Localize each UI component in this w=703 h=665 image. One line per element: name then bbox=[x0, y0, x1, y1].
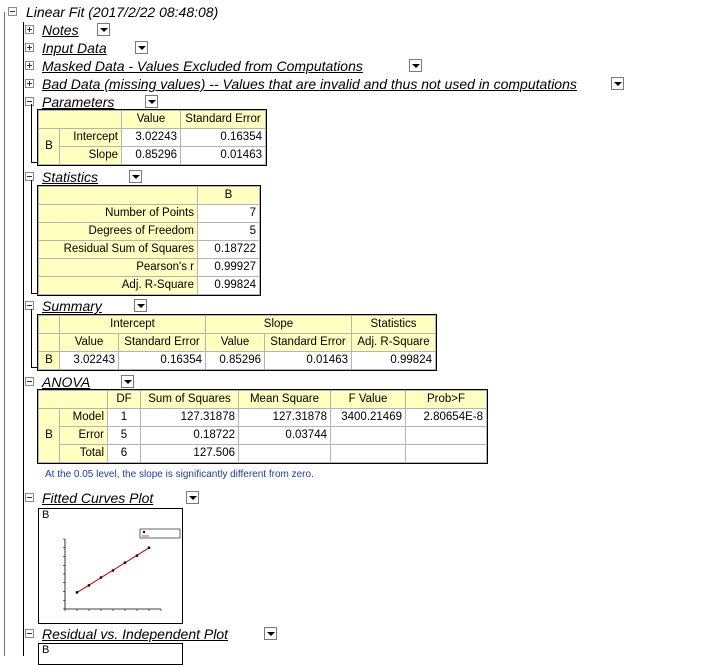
data-point bbox=[148, 547, 150, 549]
summary-subheader: Standard Error bbox=[119, 334, 206, 352]
summary-cell[interactable]: 0.85296 bbox=[206, 352, 265, 370]
summary-subheader: Standard Error bbox=[265, 334, 352, 352]
data-point bbox=[88, 584, 90, 586]
collapse-parameters-icon[interactable] bbox=[25, 97, 34, 106]
anova-row-label: Error bbox=[60, 427, 108, 445]
statistics-header: B bbox=[198, 187, 260, 205]
anova-cell[interactable]: 127.31878 bbox=[239, 409, 331, 427]
parameters-group-label: B bbox=[39, 129, 60, 165]
section-notes[interactable]: Notes bbox=[42, 22, 79, 38]
anova-group-label: B bbox=[39, 409, 60, 463]
anova-corner-cell bbox=[39, 391, 108, 409]
data-point bbox=[124, 561, 126, 563]
summary-cell[interactable]: 0.01463 bbox=[265, 352, 352, 370]
section-fitted-curves-plot[interactable]: Fitted Curves Plot bbox=[42, 490, 154, 506]
summary-subheader: Value bbox=[206, 334, 265, 352]
tree-root-line bbox=[4, 12, 5, 656]
anova-cell[interactable]: 1 bbox=[108, 409, 141, 427]
anova-header: Prob>F bbox=[406, 391, 487, 409]
summary-corner-cell bbox=[39, 316, 60, 334]
residual-plot-dropdown-button[interactable] bbox=[264, 627, 277, 640]
data-point bbox=[100, 576, 102, 578]
section-masked-data[interactable]: Masked Data - Values Excluded from Computations bbox=[42, 58, 363, 74]
parameters-header-value: Value bbox=[122, 111, 181, 129]
anova-row-label: Total bbox=[60, 445, 108, 463]
summary-group-intercept: Intercept bbox=[60, 316, 206, 334]
summary-corner-cell bbox=[39, 334, 60, 352]
collapse-anova-icon[interactable] bbox=[25, 377, 34, 386]
anova-cell[interactable]: 3400.21469 bbox=[331, 409, 406, 427]
section-anova[interactable]: ANOVA bbox=[42, 374, 91, 390]
fitted-curves-graph-label: B bbox=[42, 509, 50, 521]
parameters-cell[interactable]: 3.02243 bbox=[122, 129, 181, 147]
summary-subheader: Adj. R-Square bbox=[352, 334, 436, 352]
residual-plot-graph[interactable] bbox=[38, 643, 183, 665]
anova-header: Sum of Squares bbox=[141, 391, 239, 409]
anova-cell[interactable]: 0.18722 bbox=[141, 427, 239, 445]
statistics-row-label: Pearson's r bbox=[39, 259, 198, 277]
statistics-cell[interactable]: 0.18722 bbox=[198, 241, 260, 259]
masked-data-dropdown-button[interactable] bbox=[409, 59, 422, 72]
legend-marker-data bbox=[143, 531, 145, 533]
expand-notes-icon[interactable] bbox=[25, 25, 34, 34]
parameters-header-se: Standard Error bbox=[181, 111, 266, 129]
anova-header: F Value bbox=[331, 391, 406, 409]
summary-subheader: Value bbox=[60, 334, 119, 352]
input-data-dropdown-button[interactable] bbox=[135, 41, 148, 54]
anova-cell[interactable]: 127.506 bbox=[141, 445, 239, 463]
collapse-statistics-icon[interactable] bbox=[25, 172, 34, 181]
report-title: Linear Fit (2017/2/22 08:48:08) bbox=[26, 4, 219, 20]
parameters-dropdown-button[interactable] bbox=[145, 95, 158, 108]
anova-cell[interactable]: 6 bbox=[108, 445, 141, 463]
collapse-residual-plot-icon[interactable] bbox=[25, 629, 34, 638]
anova-cell[interactable] bbox=[406, 445, 487, 463]
statistics-row-label: Adj. R-Square bbox=[39, 277, 198, 295]
parameters-table bbox=[38, 110, 266, 165]
parameters-row-label: Intercept bbox=[60, 129, 122, 147]
anova-dropdown-button[interactable] bbox=[121, 375, 134, 388]
collapse-summary-icon[interactable] bbox=[25, 301, 34, 310]
summary-branch-line bbox=[31, 309, 32, 367]
parameters-branch-tick bbox=[31, 162, 38, 163]
anova-header: Mean Square bbox=[239, 391, 331, 409]
anova-row-label: Model bbox=[60, 409, 108, 427]
anova-cell[interactable]: 2.80654E-8 bbox=[406, 409, 487, 427]
statistics-row-label: Number of Points bbox=[39, 205, 198, 223]
anova-cell[interactable] bbox=[331, 445, 406, 463]
parameters-branch-line bbox=[31, 104, 32, 162]
collapse-report-icon[interactable] bbox=[8, 7, 17, 16]
parameters-row-label: Slope bbox=[60, 147, 122, 165]
statistics-corner-cell bbox=[39, 187, 198, 205]
section-residual-plot[interactable]: Residual vs. Independent Plot bbox=[42, 626, 229, 642]
parameters-cell[interactable]: 0.85296 bbox=[122, 147, 181, 165]
parameters-corner-cell bbox=[39, 111, 122, 129]
anova-conclusion-note: At the 0.05 level, the slope is significantly different from zero. bbox=[45, 469, 314, 480]
fitted-curves-graph[interactable] bbox=[38, 508, 183, 624]
statistics-table bbox=[38, 186, 260, 295]
anova-cell[interactable]: 127.31878 bbox=[141, 409, 239, 427]
bad-data-dropdown-button[interactable] bbox=[611, 77, 624, 90]
summary-cell[interactable]: 0.16354 bbox=[119, 352, 206, 370]
statistics-branch-line bbox=[31, 180, 32, 293]
summary-group-statistics: Statistics bbox=[352, 316, 436, 334]
anova-cell[interactable] bbox=[406, 427, 487, 445]
summary-row-label: B bbox=[39, 352, 60, 370]
statistics-cell[interactable]: 7 bbox=[198, 205, 260, 223]
section-statistics[interactable]: Statistics bbox=[42, 169, 99, 185]
parameters-cell[interactable]: 0.16354 bbox=[181, 129, 266, 147]
statistics-dropdown-button[interactable] bbox=[129, 170, 142, 183]
section-bad-data[interactable]: Bad Data (missing values) -- Values that are invalid and thus not used in computations bbox=[42, 76, 577, 92]
residual-plot-graph-label: B bbox=[42, 644, 50, 656]
section-parameters[interactable]: Parameters bbox=[42, 94, 115, 110]
parameters-cell[interactable]: 0.01463 bbox=[181, 147, 266, 165]
legend-box bbox=[140, 529, 180, 538]
expand-input-data-icon[interactable] bbox=[25, 43, 34, 52]
anova-cell[interactable] bbox=[331, 427, 406, 445]
anova-cell[interactable]: 5 bbox=[108, 427, 141, 445]
fitted-curves-dropdown-button[interactable] bbox=[186, 491, 199, 504]
statistics-cell[interactable]: 5 bbox=[198, 223, 260, 241]
tree-branch-line bbox=[23, 22, 24, 656]
statistics-row-label: Residual Sum of Squares bbox=[39, 241, 198, 259]
statistics-cell[interactable]: 0.99824 bbox=[198, 277, 260, 295]
summary-cell[interactable]: 0.99824 bbox=[352, 352, 436, 370]
summary-group-slope: Slope bbox=[206, 316, 352, 334]
collapse-fitted-curves-icon[interactable] bbox=[25, 493, 34, 502]
statistics-row-label: Degrees of Freedom bbox=[39, 223, 198, 241]
anova-cell[interactable]: 0.03744 bbox=[239, 427, 331, 445]
statistics-cell[interactable]: 0.99927 bbox=[198, 259, 260, 277]
anova-cell[interactable] bbox=[239, 445, 331, 463]
data-point bbox=[76, 591, 78, 593]
expand-masked-data-icon[interactable] bbox=[25, 61, 34, 70]
fitted-curves-chart bbox=[39, 509, 182, 623]
summary-table bbox=[38, 315, 436, 370]
section-input-data[interactable]: Input Data bbox=[42, 40, 107, 56]
section-summary[interactable]: Summary bbox=[42, 298, 102, 314]
data-point bbox=[136, 554, 138, 556]
anova-header: DF bbox=[108, 391, 141, 409]
summary-dropdown-button[interactable] bbox=[134, 299, 147, 312]
statistics-branch-tick bbox=[31, 293, 38, 294]
data-point bbox=[112, 569, 114, 571]
summary-branch-tick bbox=[31, 367, 38, 368]
summary-cell[interactable]: 3.02243 bbox=[60, 352, 119, 370]
anova-table bbox=[38, 390, 487, 463]
notes-dropdown-button[interactable] bbox=[97, 23, 110, 36]
expand-bad-data-icon[interactable] bbox=[25, 79, 34, 88]
